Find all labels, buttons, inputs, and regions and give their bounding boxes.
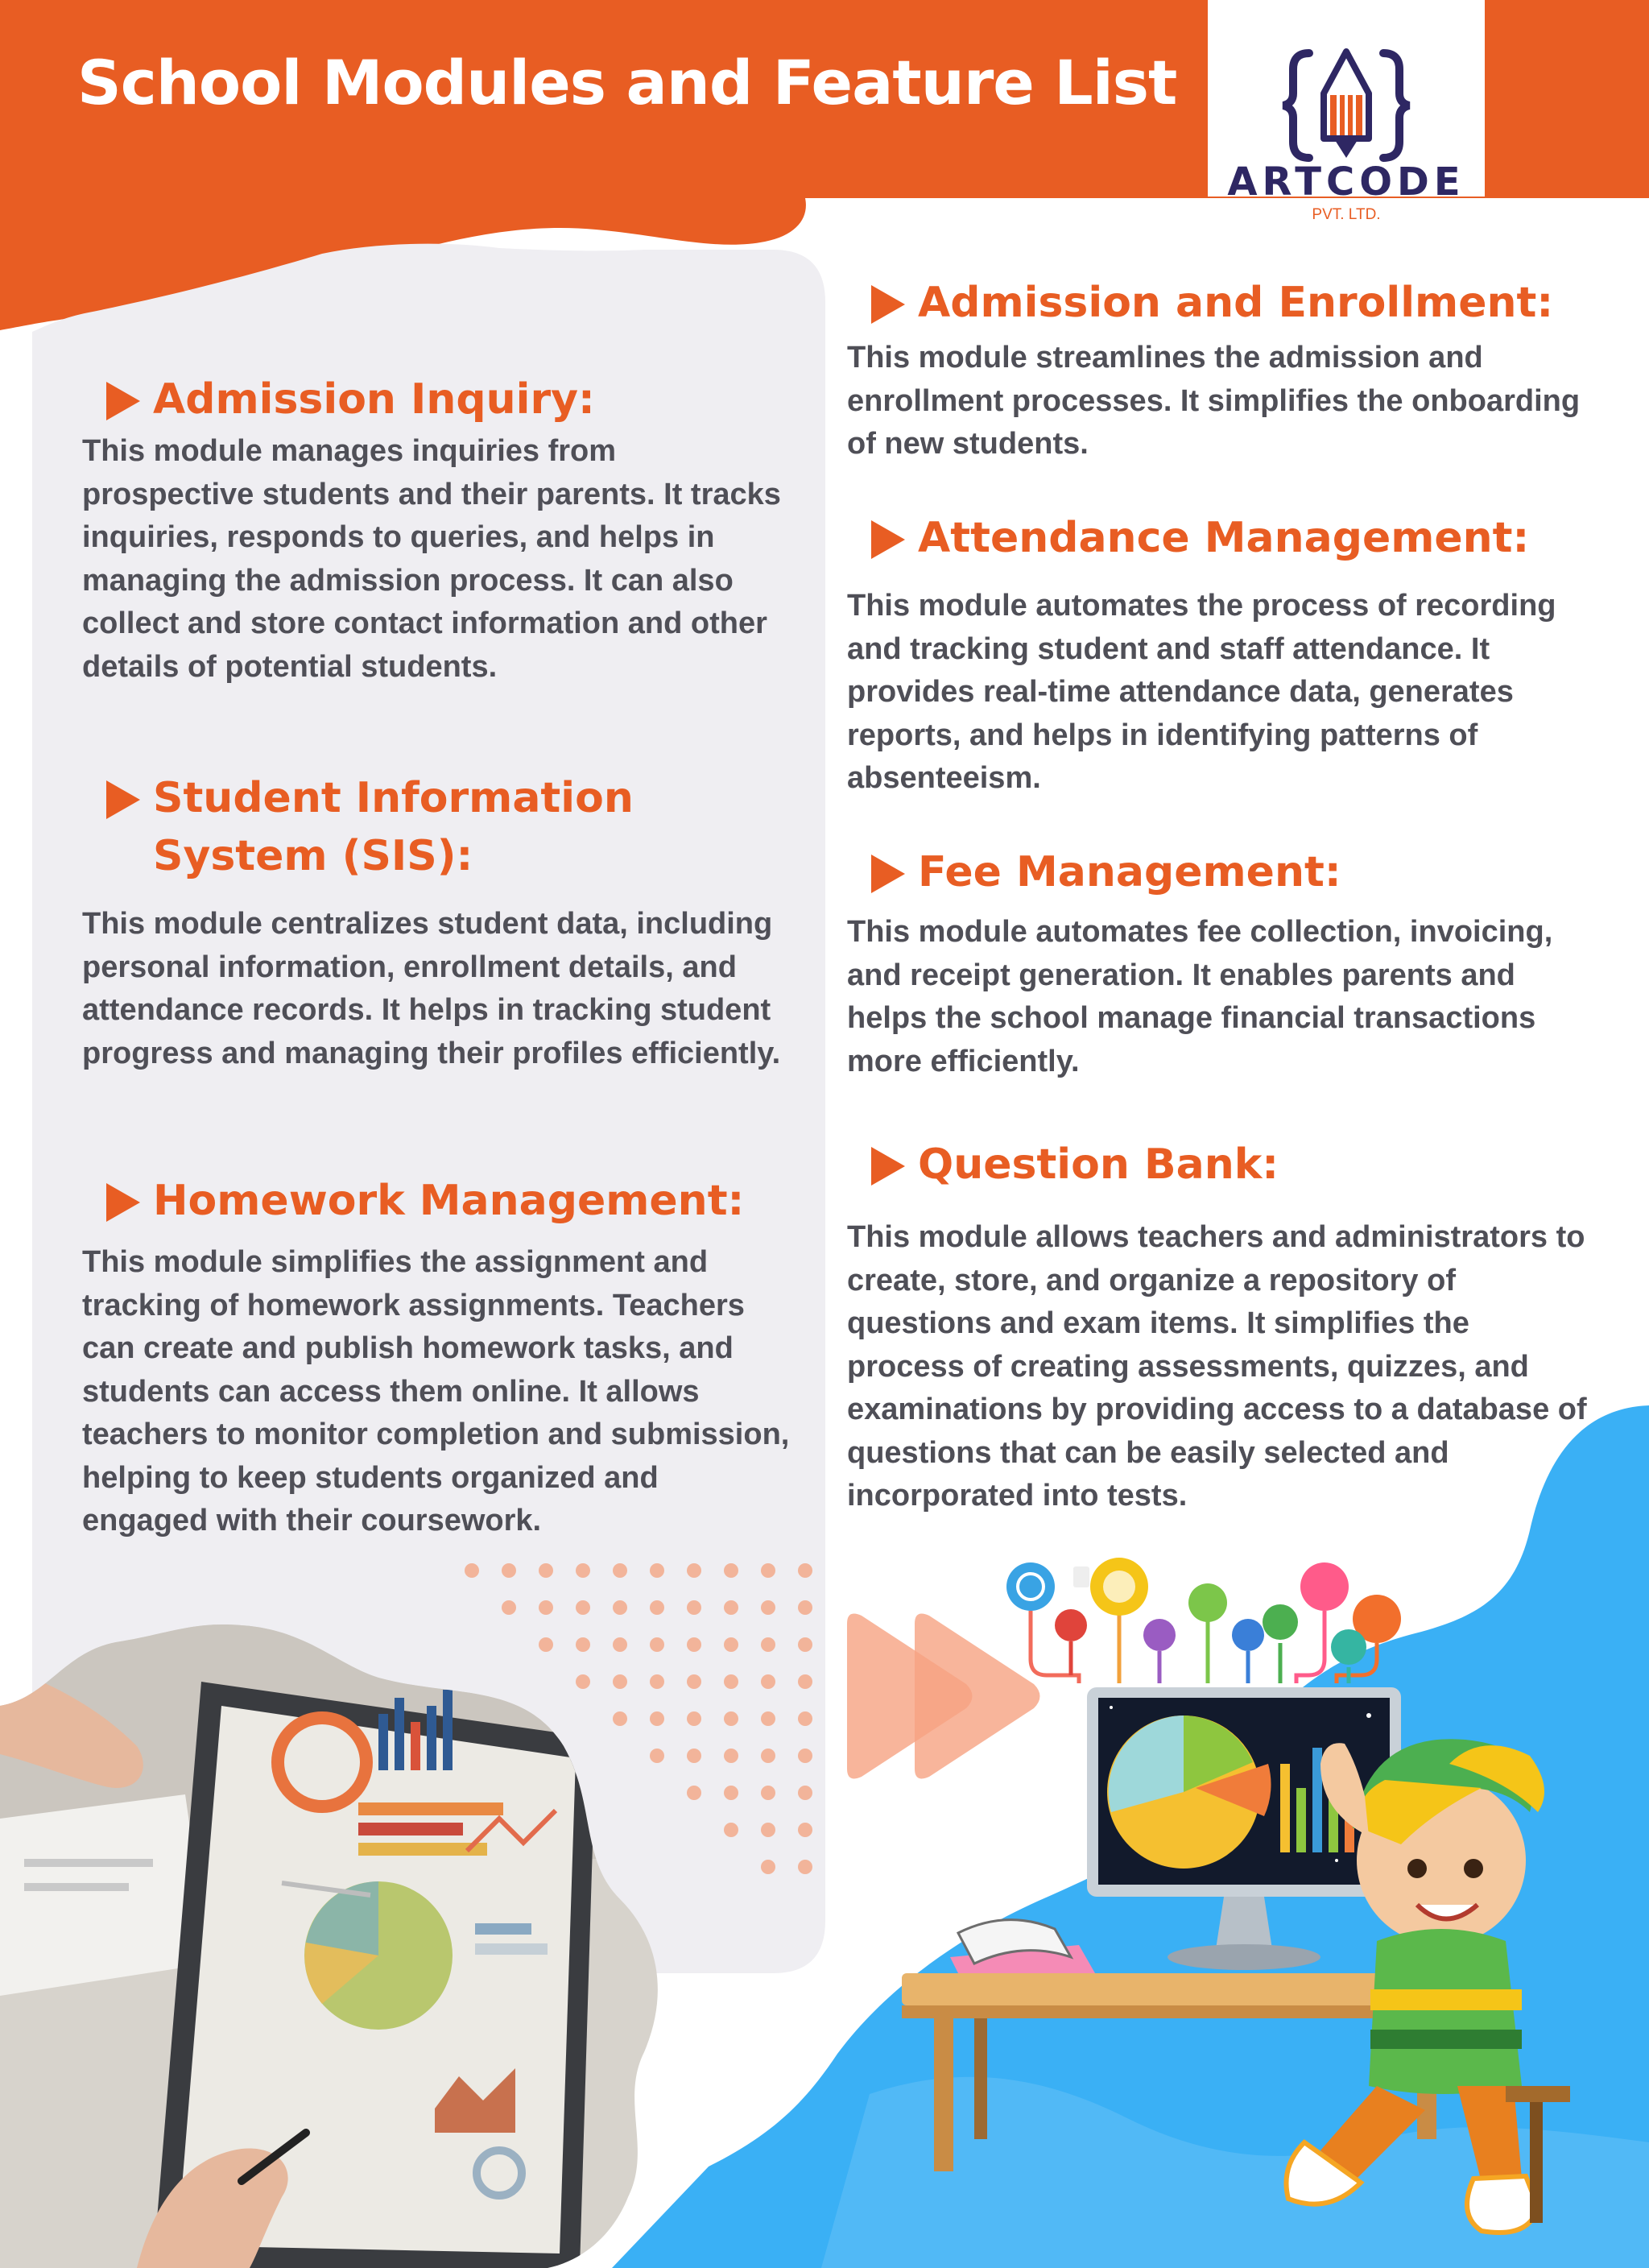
module-title: Question Bank: <box>918 1140 1279 1189</box>
company-logo <box>1208 0 1485 223</box>
module-attendance-management <box>847 509 1592 801</box>
module-title: Homework Management: <box>153 1177 745 1225</box>
module-admission-inquiry <box>82 370 791 689</box>
module-admission-enrollment <box>847 274 1592 466</box>
module-title: Attendance Management: <box>918 514 1530 562</box>
kid-at-computer-illustration <box>870 1522 1643 2268</box>
module-description: This module streamlines the admission and enrollment processes. It simplifies the onboarding of new students. <box>847 341 1581 461</box>
play-arrow-icon <box>871 285 905 324</box>
module-title: Admission Inquiry: <box>153 375 595 424</box>
logo-name: ARTCODE <box>1227 159 1465 205</box>
module-description: This module simplifies the assignment and tracking of homework assignments. Teachers can create and publish homework tasks, and students can access them online. It allows teachers to monitor completion and submission, helping to keep students organized and engaged with their coursework. <box>82 1245 790 1538</box>
module-question-bank <box>847 1136 1592 1518</box>
module-description: This module allows teachers and administrators to create, store, and organize a repository of questions and exam items. It simplifies the process of creating assessments, quizzes, and examinations by providing access to a database of questions that can be easily selected and incorporated into tests. <box>847 1220 1587 1513</box>
play-arrow-icon <box>106 1183 140 1222</box>
laptop-analytics-photo <box>0 1617 676 2268</box>
module-description: This module centralizes student data, including personal information, enrollment details, and attendance records. It helps in tracking student progress and managing their profiles efficiently. <box>82 907 781 1070</box>
pencil-braces-icon <box>1282 45 1411 166</box>
play-arrow-icon <box>106 780 140 819</box>
module-title: Fee Management: <box>918 848 1341 896</box>
module-student-information-system <box>82 769 791 1075</box>
module-title: Student Information System (SIS): <box>153 774 634 880</box>
page-title: School Modules and Feature List <box>77 47 1177 118</box>
module-description: This module manages inquiries from prospective students and their parents. It tracks inquiries, responds to queries, and helps in managing the admission process. It can also collect and store contact information and other details of potential students. <box>82 434 781 684</box>
module-homework-management <box>82 1172 791 1543</box>
logo-subtitle: PVT. LTD. <box>1312 206 1381 223</box>
play-arrow-icon <box>871 855 905 893</box>
module-title: Admission and Enrollment: <box>918 279 1554 327</box>
play-arrow-icon <box>106 382 140 420</box>
play-arrow-icon <box>871 1147 905 1186</box>
module-description: This module automates fee collection, invoicing, and receipt generation. It enables parents and helps the school manage financial transactions more efficiently. <box>847 915 1553 1078</box>
play-arrow-icon <box>871 520 905 559</box>
module-description: This module automates the process of recording and tracking student and staff attendance. It provides real-time attendance data, generates reports, and helps in identifying patterns of absenteeism. <box>847 589 1556 795</box>
module-fee-management <box>847 843 1592 1083</box>
